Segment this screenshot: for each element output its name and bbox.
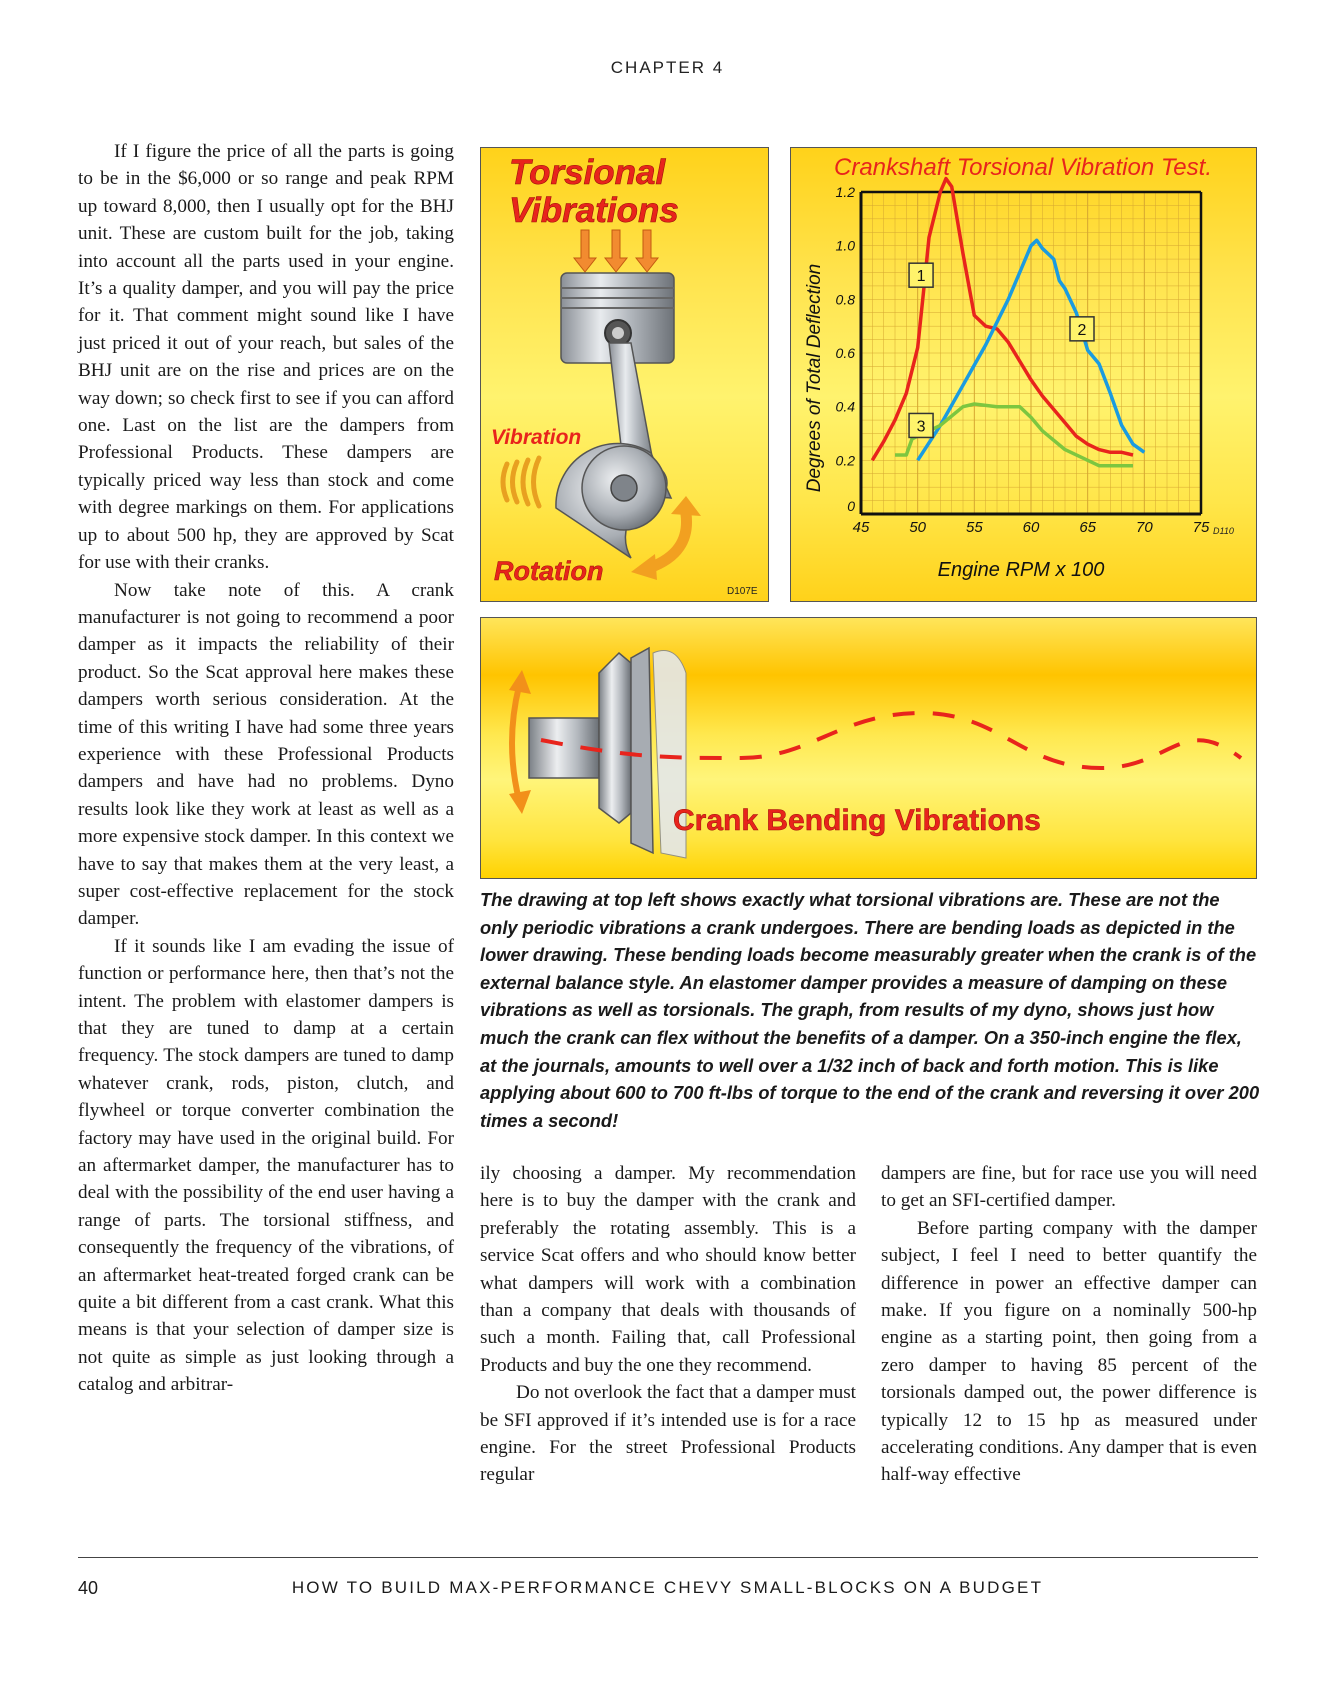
chart-grid <box>861 192 1201 514</box>
figure-caption: The drawing at top left shows exactly what torsional vibrations are. These are not the only periodic vibrations a crank undergoes. There are bending loads as depicted in the lower drawing. These bending loads become measurably greater when the crank is of the external balance style. An elastomer damper provides a measure of damping on these vibrations as well as torsionals. The graph, from results of my dyno, shows just how much the crank can flex without the benefits of a damper. On a 350-inch engine the flex, at the journals, amounts to well over a 1/32 inch of back and forth motion. This is like applying about 600 to 700 ft-lbs of torque to the end of the crank and reversing it over 200 times a second! <box>480 889 1260 1131</box>
body-column-3 <box>881 1160 1257 1489</box>
figure-title-line2: Vibrations <box>509 191 679 230</box>
crank-snout-icon <box>529 648 686 858</box>
bending-label: Crank Bending Vibrations <box>673 804 1041 837</box>
series-label-3: 3 <box>916 418 926 436</box>
torsional-vibrations-figure <box>480 147 769 602</box>
paragraph: If I figure the price of all the parts is going to be in the $6,000 or so range and peak RPM up toward 8,000, then I usually opt for the BHJ unit. These are custom built for the job, taking into account all the parts used in your engine. It’s a quality damper, and you will pay the price for it. That comment might sound like I have just priced it out of your reach, but sales of the BHJ unit are on the rise and prices are on the way down; so check first to see if you can afford one. Last on the list are the dampers from Professional Products. These dampers are typically priced way less than stock and come with degree markings on them. For applications up to about 500 hp, they are approved by Scat for use with their cranks. <box>78 141 454 574</box>
chart-title: Crankshaft Torsional Vibration Test. <box>834 154 1212 181</box>
figure-code: D107E <box>727 586 758 597</box>
x-tick-label: 75 <box>1192 519 1210 536</box>
chapter-header: CHAPTER 4 <box>610 58 725 77</box>
rotation-label: Rotation <box>494 556 604 586</box>
paragraph: Before parting company with the damper subject, I feel I need to better quantify the difference in power an effective damper can make. If you figure on a nominally 500-hp engine as a starting point, then going from a zero damper to having 85 percent of the torsionals damped out, the power difference is typically 12 to 15 hp as measured under accelerating conditions. Any damper that is even half-way effective <box>881 1217 1257 1486</box>
y-tick-label: 0 <box>847 498 855 514</box>
x-tick-label: 55 <box>965 519 983 536</box>
chart-code: D110 <box>1213 526 1234 536</box>
series-label-1: 1 <box>916 268 926 286</box>
paragraph: dampers are fine, but for race use you will need to get an SFI-certified damper. <box>881 1163 1257 1212</box>
footer-rule <box>78 1557 1258 1558</box>
paragraph: Now take note of this. A crank manufacturer is not going to recommend a poor damper as it impacts the reliability of their product. So the Scat approval here makes these dampers worth serious consideration. At the time of this writing I have had some three years experience with these Professional Products dampers and have had no problems. Dyno results look like they work at least as well as a more expensive stock damper. In this context we have to say that makes them at the very least, a super cost-effective replacement for the stock damper. <box>78 579 454 930</box>
body-column-1 <box>78 138 454 1399</box>
x-tick-label: 70 <box>1135 519 1153 536</box>
paragraph: ily choosing a damper. My recommendation here is to buy the damper with the crank and preferably the rotating assembly. This is a service Scat offers and who should know better what dampers will work with a combination than a company that deals with thousands of such a month. Failing that, call Professional Products and buy the one they recommend. <box>480 1163 856 1376</box>
y-axis-ticks <box>836 184 856 514</box>
x-axis-label: Engine RPM x 100 <box>937 559 1105 581</box>
pressure-arrows-icon <box>574 230 658 272</box>
y-tick-label: 1.0 <box>835 237 855 254</box>
series-label-2: 2 <box>1077 321 1087 339</box>
paragraph: Do not overlook the fact that a damper must be SFI approved if it’s intended use is for a race engine. For the street Professional Products regular <box>480 1382 856 1486</box>
torsional-vibration-chart <box>790 147 1257 602</box>
vibration-label: Vibration <box>491 426 582 449</box>
y-tick-label: 0.6 <box>835 345 855 361</box>
y-tick-label: 1.2 <box>835 184 855 200</box>
paragraph: If it sounds like I am evading the issue of function or performance here, then that’s not the intent. The problem with elastomer dampers is that they are tuned to damp at a certain frequency. The stock dampers are tuned to damp whatever crank, rods, piston, clutch, and flywheel or torque converter combination the factory may have used in the original build. For an aftermarket damper, the manufacturer has to deal with the possibility of the end user having a range of parts. The torsional stiffness, and consequently the frequency of the vibrations, of an aftermarket heat-treated forged crank can be quite a bit different from a cast crank. What this means is that your selection of damper size is not quite as simple as just looking through a catalog and arbitrar- <box>78 935 454 1396</box>
page-number: 40 <box>78 1578 99 1598</box>
crank-counterweight-icon <box>556 443 671 558</box>
x-tick-label: 50 <box>909 519 927 536</box>
crank-bending-figure <box>480 617 1257 879</box>
x-axis-ticks <box>853 519 1210 536</box>
x-tick-label: 45 <box>852 519 870 536</box>
x-tick-label: 65 <box>1079 519 1097 536</box>
body-column-2 <box>480 1160 856 1489</box>
y-axis-label: Degrees of Total Deflection <box>804 263 825 493</box>
figure-title-line1: Torsional <box>509 153 666 192</box>
y-tick-label: 0.8 <box>835 291 855 308</box>
bending-arrow-icon <box>509 670 531 814</box>
book-title-footer: HOW TO BUILD MAX-PERFORMANCE CHEVY SMALL-BLOCKS ON A BUDGET <box>291 1578 1044 1597</box>
y-tick-label: 0.2 <box>835 452 855 469</box>
x-tick-label: 60 <box>1022 519 1040 536</box>
y-tick-label: 0.4 <box>835 398 855 415</box>
vibration-waves-icon <box>503 458 539 506</box>
